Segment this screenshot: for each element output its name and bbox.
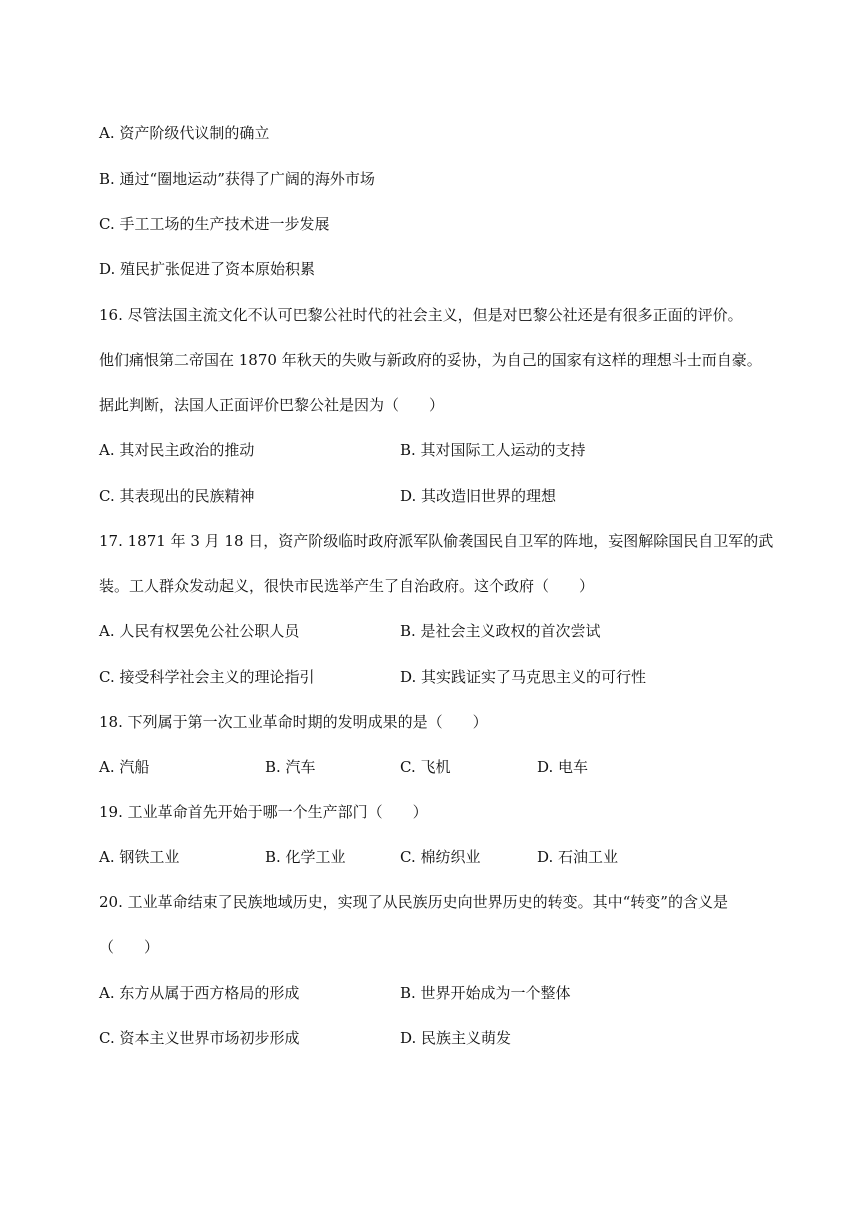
q16-option-d: D. 其改造旧世界的理想 [400,487,557,505]
q19-option-b: B. 化学工业 [265,848,346,866]
q20-option-b: B. 世界开始成为一个整体 [400,984,571,1002]
q20-option-d: D. 民族主义萌发 [400,1029,512,1047]
q15-option-a: A. 资产阶级代议制的确立 [99,124,270,142]
q18-option-b: B. 汽车 [265,758,316,776]
q19-stem: 19. 工业革命首先开始于哪一个生产部门（ ） [99,803,428,821]
q16-option-c: C. 其表现出的民族精神 [99,487,255,505]
q17-option-d: D. 其实践证实了马克思主义的可行性 [400,668,647,686]
q18-option-d: D. 电车 [537,758,589,776]
q16-stem-line-1: 16. 尽管法国主流文化不认可巴黎公社时代的社会主义，但是对巴黎公社还是有很多正面的评价。 [99,306,743,324]
q20-stem-line-1: 20. 工业革命结束了民族地域历史，实现了从民族历史向世界历史的转变。其中“转变”的含义是 [99,893,728,911]
q15-option-b: B. 通过“圈地运动”获得了广阔的海外市场 [99,170,375,188]
q16-stem-line-2: 他们痛恨第二帝国在 1870 年秋天的失败与新政府的妥协，为自己的国家有这样的理想斗士而自豪。 [99,351,762,369]
q19-option-c: C. 棉纺织业 [400,848,481,866]
q17-option-c: C. 接受科学社会主义的理论指引 [99,668,315,686]
q17-stem-line-1: 17. 1871 年 3 月 18 日，资产阶级临时政府派军队偷袭国民自卫军的阵地，妄图解除国民自卫军的武 [99,532,774,550]
q16-option-b: B. 其对国际工人运动的支持 [400,441,586,459]
q19-option-a: A. 钢铁工业 [99,848,180,866]
q18-stem: 18. 下列属于第一次工业革命时期的发明成果的是（ ） [99,713,488,731]
q16-stem-line-3: 据此判断，法国人正面评价巴黎公社是因为（ ） [99,396,445,414]
q16-option-a: A. 其对民主政治的推动 [99,441,255,459]
q17-option-a: A. 人民有权罢免公社公职人员 [99,622,300,640]
q15-option-d: D. 殖民扩张促进了资本原始积累 [99,260,316,278]
q18-option-c: C. 飞机 [400,758,451,776]
q20-stem-line-2: （ ） [99,938,160,956]
q15-option-c: C. 手工工场的生产技术进一步发展 [99,215,330,233]
q18-option-a: A. 汽船 [99,758,150,776]
q19-option-d: D. 石油工业 [537,848,619,866]
q17-stem-line-2: 装。工人群众发动起义，很快市民选举产生了自治政府。这个政府（ ） [99,577,595,595]
q20-option-a: A. 东方从属于西方格局的形成 [99,984,300,1002]
q17-option-b: B. 是社会主义政权的首次尝试 [400,622,601,640]
q20-option-c: C. 资本主义世界市场初步形成 [99,1029,300,1047]
